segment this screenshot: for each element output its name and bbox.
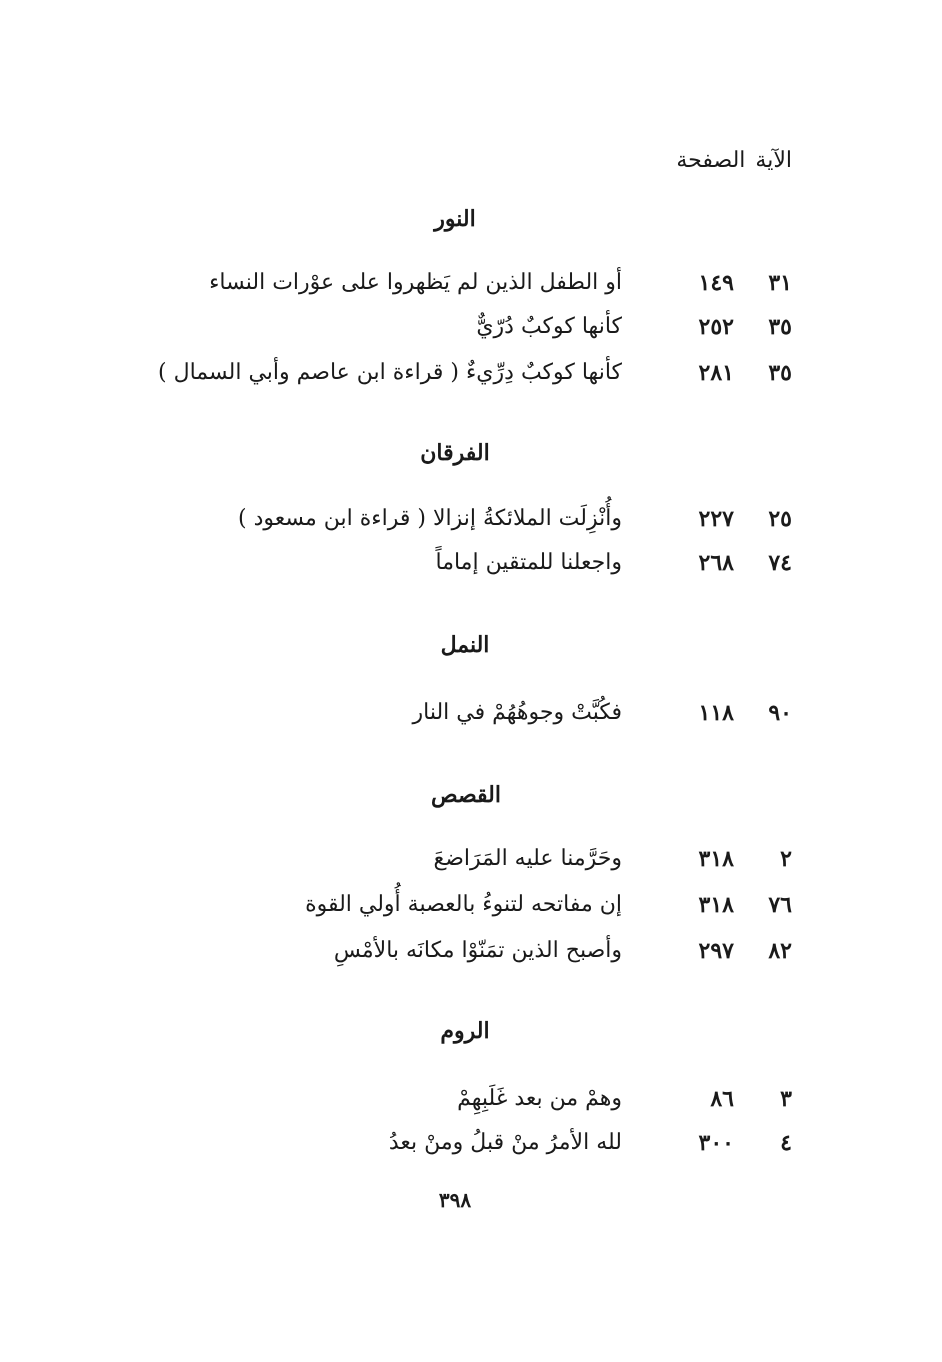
page-reference: ١٤٩: [698, 270, 734, 296]
verse-text: وهمْ من بعد غَلَبِهِمْ: [457, 1086, 622, 1111]
index-entry: [92, 938, 792, 978]
verse-number: ٧٦: [768, 892, 792, 918]
index-entry: [92, 1130, 792, 1170]
verse-number: ٧٤: [768, 550, 792, 576]
page-reference: ٢٢٧: [698, 506, 734, 532]
verse-text: فكُبَّتْ وجوهُهُمْ في النار: [412, 700, 622, 725]
sura-title: القصص: [431, 782, 501, 808]
verse-text: كأنها كوكبٌ دِرِّيءٌ ( قراءة ابن عاصم وأبي السمال ): [158, 360, 622, 385]
column-header: [666, 148, 792, 173]
index-entry: [92, 846, 792, 886]
verse-number: ٣٥: [768, 314, 792, 340]
index-entry: [92, 550, 792, 590]
page-reference: ١١٨: [698, 700, 734, 726]
verse-number: ٢: [780, 846, 792, 872]
verse-text: وحَرَّمنا عليه المَرَاضعَ: [433, 846, 622, 871]
verse-text: لله الأمرُ منْ قبلُ ومنْ بعدُ: [388, 1130, 622, 1155]
verse-number: ٩٠: [768, 700, 792, 726]
verse-column-label: الآية: [755, 148, 792, 173]
sura-title: النور: [434, 206, 476, 232]
page-reference: ٨٦: [710, 1086, 734, 1112]
index-entry: [92, 360, 792, 400]
page-reference: ٣١٨: [698, 846, 734, 872]
page-reference: ٢٨١: [698, 360, 734, 386]
sura-title: الروم: [440, 1018, 490, 1044]
page-reference: ٢٦٨: [698, 550, 734, 576]
index-entry: [92, 270, 792, 310]
sura-title: الفرقان: [420, 440, 490, 466]
verse-number: ٣: [780, 1086, 792, 1112]
index-entry: [92, 506, 792, 546]
page-number: ٣٩٨: [438, 1188, 472, 1212]
index-entry: [92, 1086, 792, 1126]
page-reference: ٢٥٢: [698, 314, 734, 340]
verse-text: كأنها كوكبٌ دُرّيٌّ: [476, 314, 622, 339]
index-entry: [92, 892, 792, 932]
verse-text: إن مفاتحه لتنوءُ بالعصبة أُولي القوة: [305, 892, 622, 917]
verse-number: ٨٢: [768, 938, 792, 964]
index-entry: [92, 700, 792, 740]
index-entry: [92, 314, 792, 354]
page-reference: ٣٠٠: [698, 1130, 734, 1156]
sura-title: النمل: [440, 632, 490, 658]
verse-number: ٢٥: [768, 506, 792, 532]
page-reference: ٢٩٧: [698, 938, 734, 964]
page-reference: ٣١٨: [698, 892, 734, 918]
verse-text: واجعلنا للمتقين إماماً: [435, 550, 622, 575]
verse-number: ٣١: [768, 270, 792, 296]
verse-text: وأصبح الذين تمَنّوْا مكانَه بالأمْسِ: [333, 938, 622, 963]
verse-number: ٣٥: [768, 360, 792, 386]
page-column-label: الصفحة: [676, 148, 746, 173]
verse-number: ٤: [780, 1130, 792, 1156]
verse-text: وأُنْزِلَت الملائكةُ إنزالا ( قراءة ابن مسعود ): [238, 506, 622, 531]
verse-text: أو الطفل الذين لم يَظهروا على عوْرات النساء: [209, 270, 622, 295]
